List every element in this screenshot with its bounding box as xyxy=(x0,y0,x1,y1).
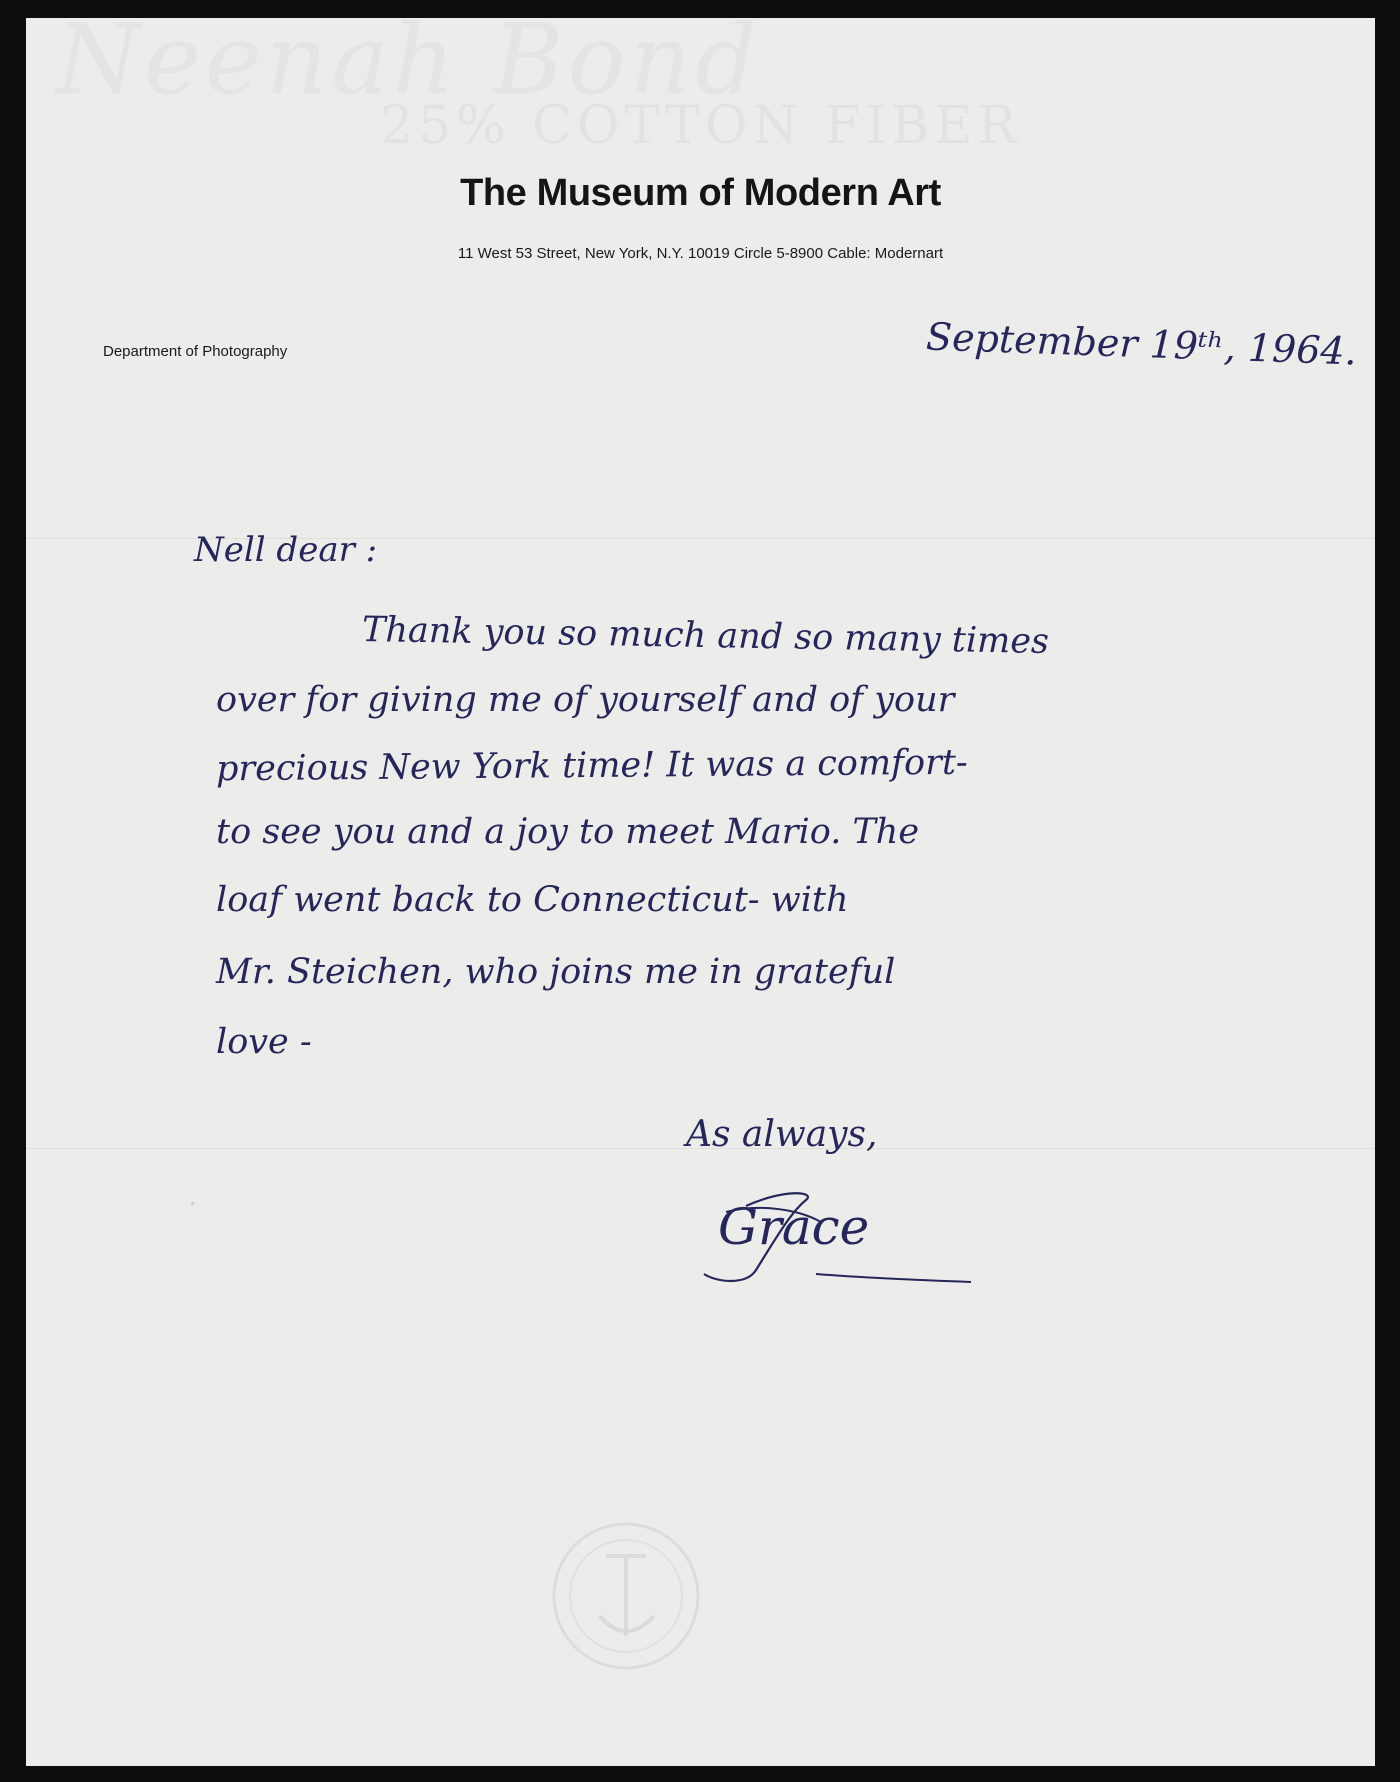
embossed-stamp-icon xyxy=(536,1506,716,1686)
handwritten-date: September 19ᵗʰ, 1964. xyxy=(925,314,1358,374)
paper-speck xyxy=(191,1202,194,1205)
closing: As always, xyxy=(686,1114,878,1155)
paper-watermark-fiber: 25% COTTON FIBER xyxy=(380,96,1022,156)
body-line: precious New York time! It was a comfort- xyxy=(215,742,968,790)
body-line: Mr. Steichen, who joins me in grateful xyxy=(216,952,896,992)
body-line: Thank you so much and so many times xyxy=(361,610,1050,662)
body-line: love - xyxy=(216,1022,312,1062)
body-line: over for giving me of yourself and of your xyxy=(216,680,955,720)
salutation: Nell dear : xyxy=(194,530,378,570)
paper-watermark-brand: Neenah Bond xyxy=(56,18,761,116)
letterhead-title: The Museum of Modern Art xyxy=(460,172,941,214)
department-label: Department of Photography xyxy=(103,343,288,360)
body-line: to see you and a joy to meet Mario. The xyxy=(216,812,920,852)
body-line: loaf went back to Connecticut- with xyxy=(216,880,849,920)
signature: Grace xyxy=(718,1198,870,1256)
letter-sheet xyxy=(26,18,1375,1766)
letterhead-address: 11 West 53 Street, New York, N.Y. 10019 Circle 5-8900 Cable: Modernart xyxy=(457,245,944,262)
